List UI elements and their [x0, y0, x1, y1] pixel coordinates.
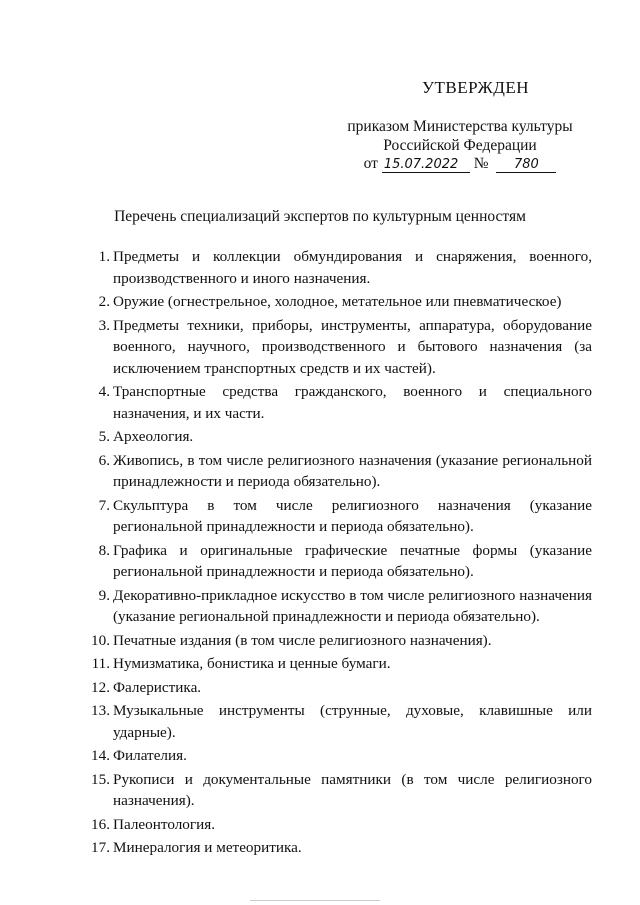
list-item-number: 12.	[91, 678, 110, 696]
list-item-text: Палеонтология.	[113, 815, 216, 833]
list-item-number: 16.	[91, 815, 110, 833]
list-item-number: 17.	[91, 839, 110, 856]
list-item-number: 14.	[91, 747, 110, 764]
specialization-list	[80, 246, 592, 861]
list-item-number: 9.	[98, 586, 110, 604]
list-item	[80, 540, 592, 583]
list-item	[80, 837, 592, 859]
list-item-number: 11.	[91, 655, 110, 672]
list-item-text: Живопись, в том числе религиозного назначения (указание региональной принадлежности и периода обязательно).	[113, 451, 592, 490]
list-item-text: Оружие (огнестрельное, холодное, метательное или пневматическое)	[113, 293, 562, 310]
list-item-number: 3.	[98, 316, 110, 334]
list-item-text: Фалеристика.	[113, 678, 202, 696]
list-item-number: 10.	[91, 631, 110, 649]
list-item	[80, 677, 592, 699]
list-item-number: 6.	[98, 451, 110, 469]
from-label: от	[363, 155, 378, 172]
list-item-number: 5.	[98, 428, 110, 445]
list-item	[80, 450, 592, 493]
list-item	[80, 700, 592, 743]
list-item-number: 13.	[91, 702, 110, 719]
list-item-number: 8.	[98, 541, 110, 559]
list-item	[80, 291, 592, 313]
list-item	[80, 814, 592, 836]
scan-artifact-line	[250, 900, 380, 901]
list-item-text: Музыкальные инструменты (струнные, духовые, клавишные или ударные).	[113, 702, 592, 741]
handwritten-date: 15.07.2022	[382, 157, 470, 173]
document-heading: Перечень специализаций экспертов по культурным ценностям	[114, 208, 526, 225]
list-item-text: Графика и оригинальные графические печатные формы (указание региональной принадлежности и периода обязательно).	[113, 541, 592, 580]
list-item	[80, 381, 592, 424]
list-item	[80, 315, 592, 380]
list-item	[80, 769, 592, 812]
list-item-text: Предметы и коллекции обмундирования и снаряжения, военного, производственного и иного назначения.	[113, 248, 592, 287]
list-item-text: Печатные издания (в том числе религиозного назначения).	[113, 631, 492, 649]
approval-order-line: приказом Министерства культуры	[347, 118, 573, 135]
list-item-text: Рукописи и документальные памятники (в том числе религиозного назначения).	[113, 770, 592, 809]
list-item-number: 1.	[98, 248, 110, 265]
list-item-text: Археология.	[113, 428, 194, 445]
list-item-number: 7.	[98, 496, 110, 514]
list-item	[80, 630, 592, 652]
approval-date-line	[330, 155, 590, 173]
list-item-text: Транспортные средства гражданского, военного и специального назначения, и их части.	[113, 383, 592, 422]
approval-federation-line: Российской Федерации	[383, 137, 537, 154]
list-item	[80, 585, 592, 628]
list-item	[80, 495, 592, 538]
list-item-text: Минералогия и метеоритика.	[113, 839, 302, 856]
number-label: №	[473, 155, 489, 172]
list-item-text: Нумизматика, бонистика и ценные бумаги.	[113, 655, 391, 672]
list-item-number: 15.	[91, 770, 110, 788]
list-item-text: Декоративно-прикладное искусство в том числе религиозного назначения (указание региональной принадлежности и периода обязательно).	[113, 586, 592, 625]
list-item-number: 2.	[98, 293, 110, 310]
list-item-number: 4.	[98, 383, 110, 400]
handwritten-number: 780	[496, 157, 556, 173]
list-item	[80, 653, 592, 675]
list-item-text: Скульптура в том числе религиозного назначения (указание региональной принадлежности и периода обязательно).	[113, 496, 592, 535]
list-item-text: Филателия.	[113, 747, 187, 764]
approval-title: УТВЕРЖДЕН	[422, 78, 529, 97]
list-item	[80, 745, 592, 767]
list-item-text: Предметы техники, приборы, инструменты, аппаратура, оборудование военного, научного, производственного и бытового назначения (за исключением транспортных средств и их частей).	[113, 316, 592, 377]
list-item	[80, 426, 592, 448]
list-item	[80, 246, 592, 289]
